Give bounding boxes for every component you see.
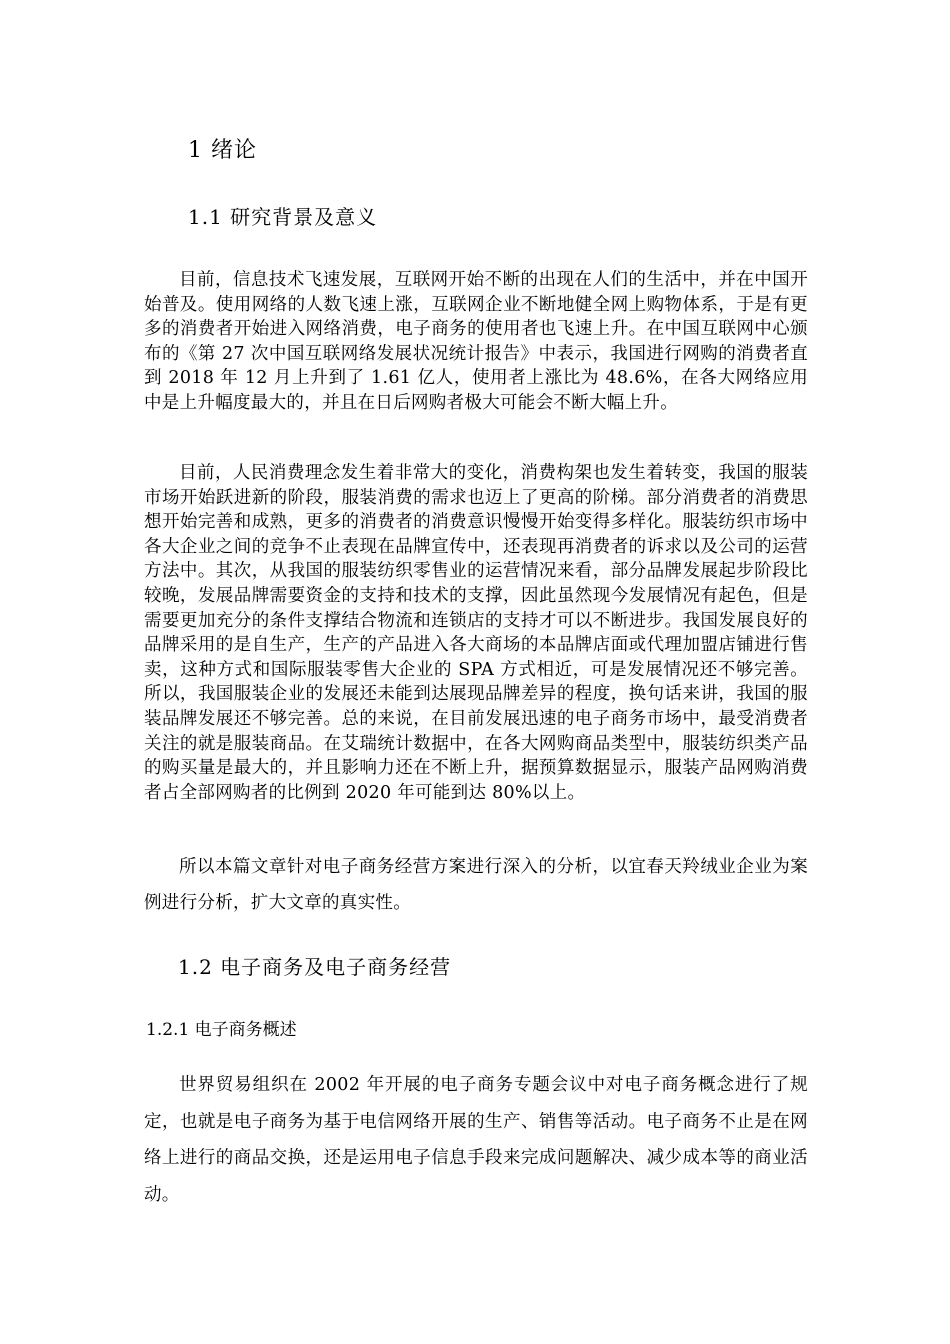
paragraph-background-1: 目前，信息技术飞速发展，互联网开始不断的出现在人们的生活中，并在中国开始普及。使用网络的人数飞速上涨，互联网企业不断地健全网上购物体系，于是有更多的消费者开始进入网络消费，电子商务的使用者也飞速上升。在中国互联网中心颁布的《第 27 次中国互联网络发展状况统计报告》中表示，我国进行网购的消费者直到 2018 年 12 月上升到了 1.61 亿人，使用者上涨比为 48.6%，在各大网络应用中是上升幅度最大的，并且在日后网购者极大可能会不断大幅上升。 [144,270,808,413]
paragraph-ecommerce-overview: 世界贸易组织在 2002 年开展的电子商务专题会议中对电子商务概念进行了规定，也就是电子商务为基于电信网络开展的生产、销售等活动。电子商务不止是在网络上进行的商品交换，还是运用电子信息手段来完成问题解决、减少成本等的商业活动。 [144,1075,808,1205]
paragraph-background-3: 所以本篇文章针对电子商务经营方案进行深入的分析，以宜春天羚绒业企业为案例进行分析，扩大文章的真实性。 [144,857,808,913]
chapter-heading: 1 绪论 [188,138,257,163]
subsection-heading-1-2-1: 1.2.1 电子商务概述 [146,1020,297,1040]
paragraph-background-2: 目前，人民消费理念发生着非常大的变化，消费构架也发生着转变，我国的服装市场开始跃进新的阶段，服装消费的需求也迈上了更高的阶梯。部分消费者的消费思想开始完善和成熟，更多的消费者的消费意识慢慢开始变得多样化。服装纺织市场中各大企业之间的竞争不止表现在品牌宣传中，还表现再消费者的诉求以及公司的运营方法中。其次，从我国的服装纺织零售业的运营情况来看，部分品牌发展起步阶段比较晚，发展品牌需要资金的支持和技术的支撑，因此虽然现今发展情况有起色，但是需要更加充分的条件支撑结合物流和连锁店的支持才可以不断进步。我国发展良好的品牌采用的是自生产，生产的产品进入各大商场的本品牌店面或代理加盟店铺进行售卖，这种方式和国际服装零售大企业的 SPA 方式相近，可是发展情况还不够完善。所以，我国服装企业的发展还未能到达展现品牌差异的程度，换句话来讲，我国的服装品牌发展还不够完善。总的来说，在目前发展迅速的电子商务市场中，最受消费者关注的就是服装商品。在艾瑞统计数据中，在各大网购商品类型中，服装纺织类产品的购买量是最大的，并且影响力还在不断上升，据预算数据显示，服装产品网购消费者占全部网购者的比例到 2020 年可能到达 80%以上。 [144,463,808,803]
section-heading-1-2: 1.2 电子商务及电子商务经营 [178,955,452,979]
section-heading-1-1: 1.1 研究背景及意义 [188,205,378,229]
